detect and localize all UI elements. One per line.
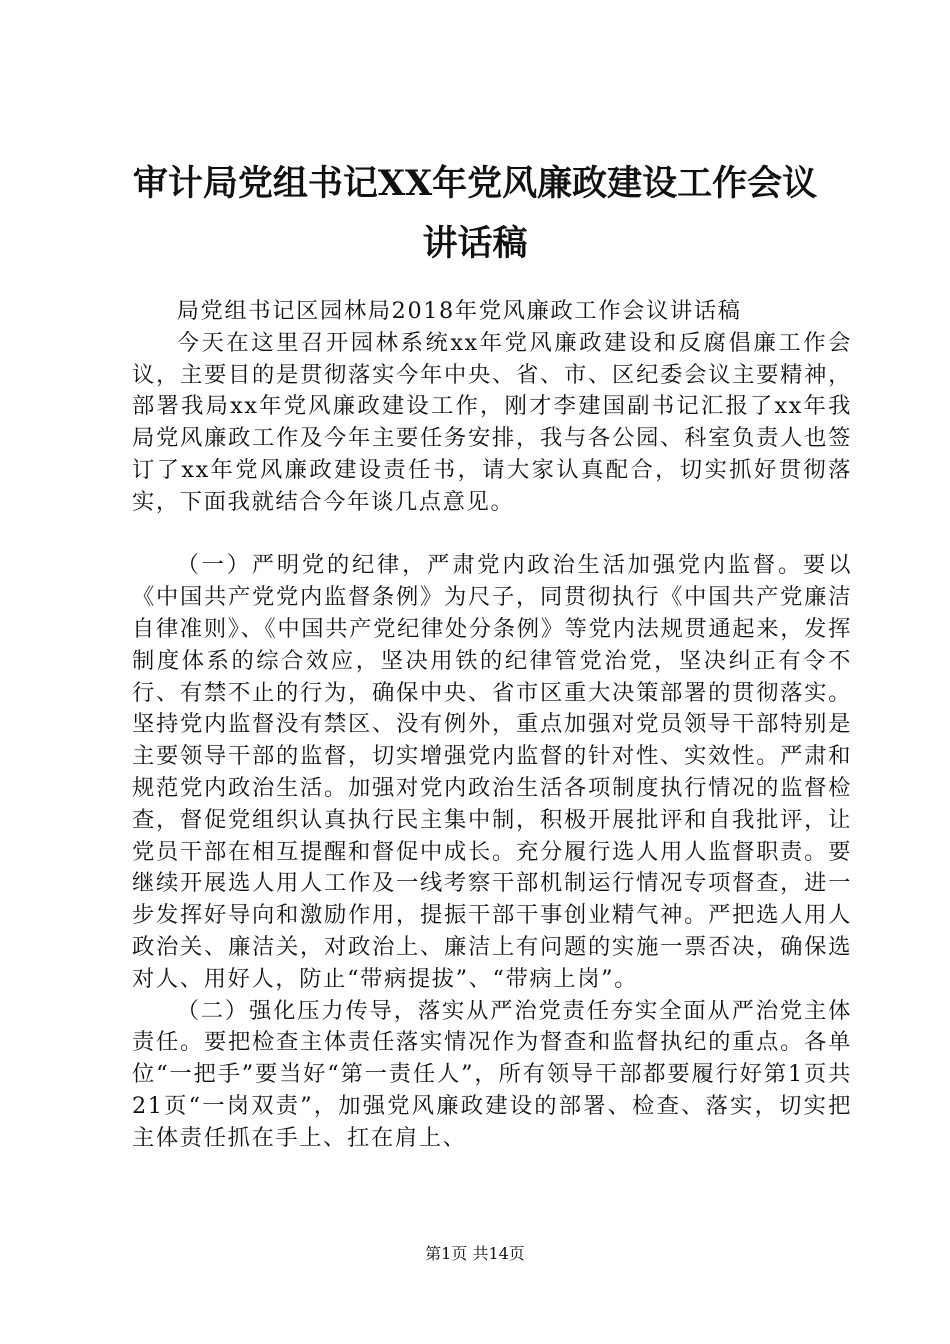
subtitle-paragraph: 局党组书记区园林局2018年党风廉政工作会议讲话稿: [176, 298, 742, 324]
document-title-line-2: 讲话稿: [422, 223, 528, 264]
document-body: [132, 296, 852, 1155]
section-one-paragraph: （一）严明党的纪律，严肃党内政治生活加强党内监督。要以《中国共产党党内监督条例》为尺子，同贯彻执行《中国共产党廉洁自律准则》、《中国共产党纪律处分条例》等党内法规贯通起来，发挥制度体系的综合效应，坚决用铁的纪律管党治党，坚决纠正有令不行、有禁不止的行为，确保中央、省市区重大决策部署的贯彻落实。坚持党内监督没有禁区、没有例外，重点加强对党员领导干部特别是主要领导干部的监督，切实增强党内监督的针对性、实效性。严肃和规范党内政治生活。加强对党内政治生活各项制度执行情况的监督检查，督促党组织认真执行民主集中制，积极开展批评和自我批评，让党员干部在相互提醒和督促中成长。充分履行选人用人监督职责。要继续开展选人用人工作及一线考察干部机制运行情况专项督查，进一步发挥好导向和激励作用，提振干部干事创业精气神。严把选人用人政治关、廉洁关，对政治上、廉洁上有问题的实施一票否决，确保选对人、用好人，防止“带病提拔”、“带病上岗”。: [132, 552, 852, 992]
page-footer: 第1页 共14页: [425, 1244, 525, 1263]
document-title-line-1: 审计局党组书记XX年党风廉政建设工作会议: [132, 163, 818, 204]
section-two-paragraph: （二）强化压力传导，落实从严治党责任夯实全面从严治党主体责任。要把检查主体责任落实情况作为督查和监督执纪的重点。各单位“一把手”要当好“第一责任人”，所有领导干部都要履行好第1页共21页“一岗双责”，加强党风廉政建设的部署、检查、落实，切实把主体责任抓在手上、扛在肩上、: [132, 997, 852, 1151]
intro-paragraph: 今天在这里召开园林系统xx年党风廉政建设和反腐倡廉工作会议，主要目的是贯彻落实今年中央、省、市、区纪委会议主要精神，部署我局xx年党风廉政建设工作，刚才李建国副书记汇报了xx年我局党风廉政工作及今年主要任务安排，我与各公园、科室负责人也签订了xx年党风廉政建设责任书，请大家认真配合，切实抓好贯彻落实，下面我就结合今年谈几点意见。: [132, 329, 852, 515]
